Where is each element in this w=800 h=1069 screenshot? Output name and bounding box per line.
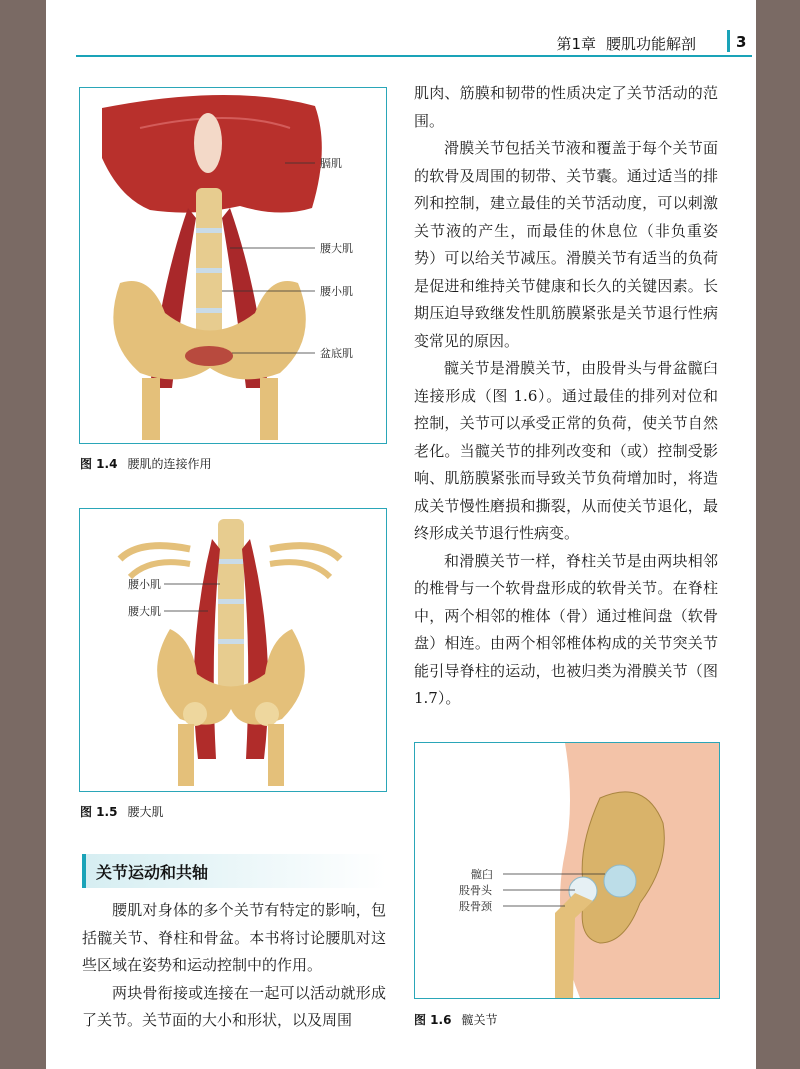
label-psoas-major: 腰大肌	[128, 605, 161, 618]
label-psoas-minor: 腰小肌	[128, 578, 161, 591]
section-title: 关节运动和共轴	[96, 863, 209, 882]
paragraph: 腰肌对身体的多个关节有特定的影响，包括髋关节、脊柱和骨盆。本书将讨论腰肌对这些区域在姿势和运动控制中的作用。	[82, 901, 386, 974]
hip-joint-illustration	[415, 743, 719, 998]
figure-1-5	[79, 508, 387, 792]
figure-caption-text: 腰肌的连接作用	[127, 457, 212, 471]
label-psoas-major: 腰大肌	[320, 242, 353, 255]
figure-caption-text: 髋关节	[461, 1013, 498, 1027]
figure-number: 图 1.5	[80, 805, 118, 819]
label-femoral-head: 股骨头	[459, 884, 492, 897]
paragraph: 和滑膜关节一样，脊柱关节是由两块相邻的椎骨与一个软骨盘形成的软骨关节。在脊柱中，两个相邻的椎体（骨）通过椎间盘（软骨盘）相连。由两个相邻椎体构成的关节突关节能引导脊柱的运动，也被归类为滑膜关节（图 1.7）。	[414, 551, 718, 707]
figure-caption-text: 腰大肌	[127, 805, 164, 819]
book-page	[46, 0, 756, 1069]
figure-number: 图 1.6	[414, 1013, 452, 1027]
figure-1-6-caption	[414, 1011, 497, 1028]
label-femoral-neck: 股骨颈	[459, 900, 492, 913]
chapter-title: 腰肌功能解剖	[605, 35, 696, 53]
paragraph: 髋关节是滑膜关节，由股骨头与骨盆髋臼连接形成（图 1.6）。通过最佳的排列对位和控制，关节可以承受正常的负荷，使关节自然老化。当髋关节的排列改变和（或）控制受影响、肌筋膜紧张而导致关节负荷增加时，将造成关节慢性磨损和撕裂，从而使关节退化，最终形成关节退行性病变。	[414, 359, 718, 542]
label-psoas-minor: 腰小肌	[320, 285, 353, 298]
page-number: 3	[736, 33, 747, 51]
figure-1-5-caption	[80, 803, 163, 820]
figure-number: 图 1.4	[80, 457, 118, 471]
label-pelvic-floor: 盆底肌	[320, 347, 353, 360]
label-acetabulum: 髋臼	[471, 868, 493, 881]
running-header	[556, 33, 696, 54]
label-diaphragm: 膈肌	[320, 157, 342, 170]
paragraph: 两块骨衔接或连接在一起可以活动就形成了关节。关节面的大小和形状，以及周围	[82, 983, 386, 1029]
figure-1-4-caption	[80, 455, 211, 472]
chapter-number: 第1章	[556, 35, 596, 53]
left-column-text	[82, 897, 386, 1035]
right-column-text	[414, 80, 718, 713]
paragraph: 肌肉、筋膜和韧带的性质决定了关节活动的范围。	[414, 84, 718, 130]
psoas-major-illustration	[80, 509, 386, 791]
header-divider	[727, 30, 730, 52]
section-heading	[82, 854, 386, 888]
diaphragm-psoas-illustration	[80, 88, 386, 443]
figure-1-4	[79, 87, 387, 444]
header-rule	[76, 55, 752, 57]
figure-1-6	[414, 742, 720, 999]
paragraph: 滑膜关节包括关节液和覆盖于每个关节面的软骨及周围的韧带、关节囊。通过适当的排列和控制，建立最佳的关节活动度，可以刺激关节液的产生，而最佳的休息位（非负重姿势）可以给关节减压。滑膜关节有适当的负荷是促进和维持关节健康和长久的关键因素。长期压迫导致继发性肌筋膜紧张是关节退行性病变常见的原因。	[414, 139, 718, 350]
